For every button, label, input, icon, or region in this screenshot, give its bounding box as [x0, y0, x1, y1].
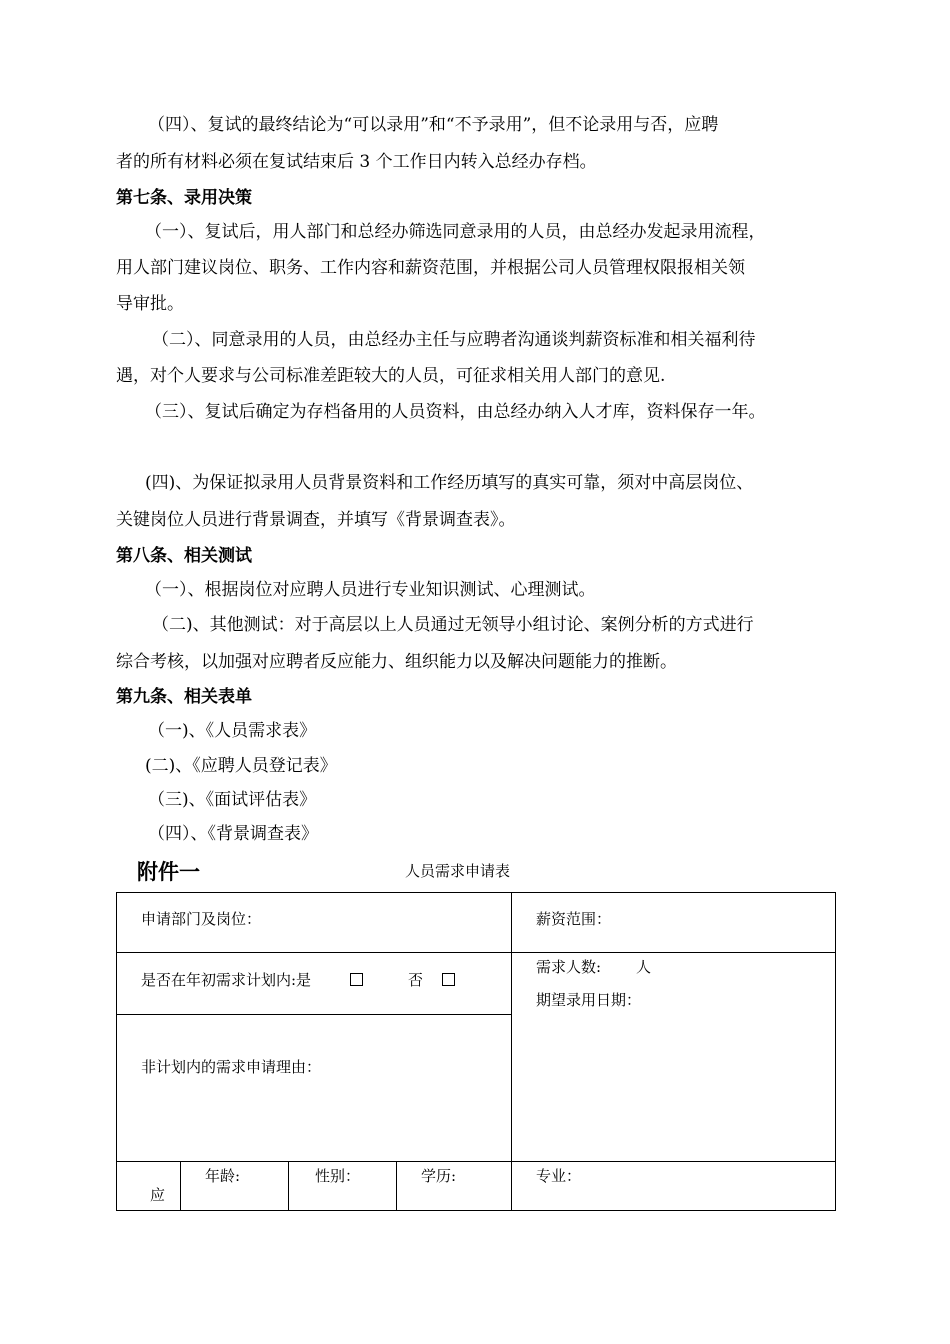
education-label: 学历:: [421, 1167, 457, 1185]
form-list-item3: （三)、《面试评估表》: [148, 790, 317, 810]
annex-label: 附件一: [137, 860, 200, 884]
art7-item1-line2: 用人部门建议岗位、职务、工作内容和薪资范围，并根据公司人员管理权限报相关领: [116, 258, 745, 278]
art7-item1-line1: （一）、复试后，用人部门和总经办筛选同意录用的人员，由总经办发起录用流程，: [145, 222, 766, 242]
dept-position-label: 申请部门及岗位：: [141, 910, 262, 928]
art7-item4-line2: 关键岗位人员进行背景调查，并填写《背景调查表》。: [116, 510, 516, 530]
demand-count-label: 需求人数:: [536, 958, 602, 976]
paragraph-4-line1: （四）、复试的最终结论为“可以录用”和“不予录用”，但不论录用与否，应聘: [148, 115, 719, 135]
heading-article-9: 第九条、相关表单: [116, 687, 252, 707]
yes-checkbox[interactable]: [350, 970, 363, 990]
art7-item2-line1: （二）、同意录用的人员，由总经办主任与应聘者沟通谈判薪资标准和相关福利待: [152, 330, 756, 350]
art8-item2-line1: （二)、其他测试：对于高层以上人员通过无领导小组讨论、案例分析的方式进行: [152, 615, 754, 635]
heading-article-8: 第八条、相关测试: [116, 546, 252, 566]
salary-range-label: 薪资范围：: [536, 910, 612, 928]
expected-date-label: 期望录用日期：: [536, 991, 642, 1009]
age-label: 年龄:: [205, 1167, 241, 1185]
reason-label: 非计划内的需求申请理由：: [141, 1058, 322, 1076]
personnel-request-form: [116, 892, 836, 1211]
art8-item2-line2: 综合考核，以加强对应聘者反应能力、组织能力以及解决问题能力的推断。: [116, 652, 677, 672]
paragraph-4-line2: 者的所有材料必须在复试结束后 3 个工作日内转入总经办存档。: [116, 152, 597, 172]
gender-label: 性别：: [315, 1167, 361, 1185]
form-list-item1: （一)、《人员需求表》: [148, 721, 317, 741]
major-label: 专业：: [536, 1167, 582, 1185]
form-list-item4: （四）、《背景调查表》: [148, 824, 318, 844]
art7-item2-line2: 遇，对个人要求与公司标准差距较大的人员，可征求相关用人部门的意见.: [116, 366, 666, 386]
art7-item3: （三）、复试后确定为存档备用的人员资料，由总经办纳入人才库，资料保存一年。: [145, 402, 766, 422]
no-checkbox[interactable]: [442, 970, 455, 990]
heading-article-7: 第七条、录用决策: [116, 188, 252, 208]
no-label: 否: [408, 971, 424, 989]
form-title: 人员需求申请表: [405, 862, 511, 880]
art7-item4-line1: (四)、为保证拟录用人员背景资料和工作经历填写的真实可靠，须对中高层岗位、: [145, 473, 754, 493]
art7-item1-line3: 导审批。: [116, 294, 184, 314]
art8-item1: （一）、根据岗位对应聘人员进行专业知识测试、心理测试。: [145, 580, 596, 600]
person-unit: 人: [636, 958, 652, 976]
form-list-item2: (二)、《应聘人员登记表》: [145, 756, 337, 776]
in-plan-label: 是否在年初需求计划内:是: [141, 971, 312, 989]
candidate-row-label: 应: [150, 1186, 166, 1204]
